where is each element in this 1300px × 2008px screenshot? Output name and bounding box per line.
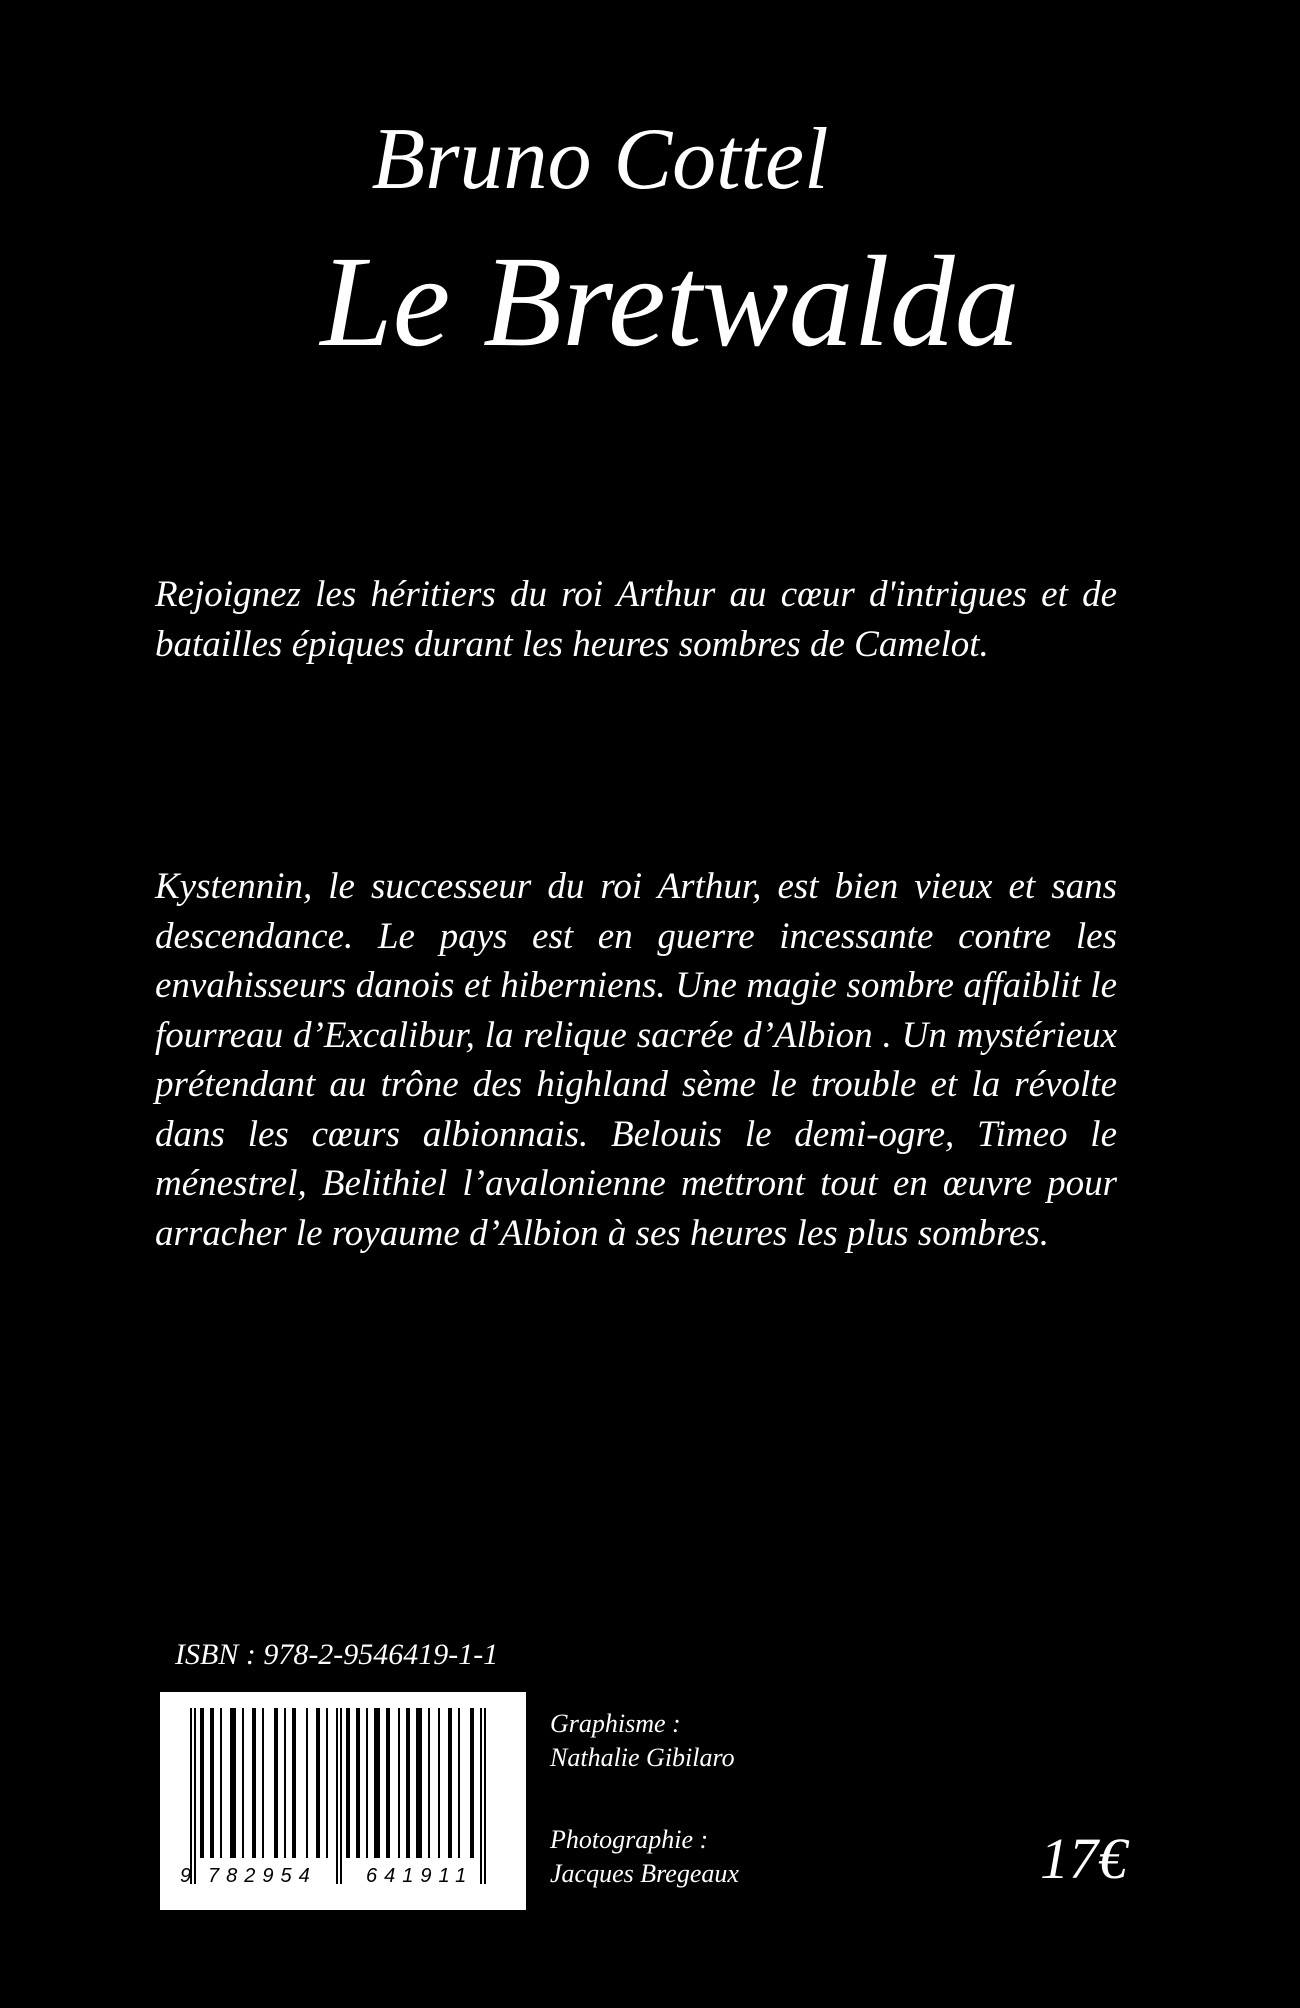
barcode-bar xyxy=(416,1708,422,1858)
book-title: Le Bretwalda xyxy=(320,230,1020,374)
barcode-bar xyxy=(356,1708,360,1858)
barcode-bar xyxy=(200,1708,204,1858)
credit-photo-name: Jacques Bregeaux xyxy=(550,1859,739,1888)
price: 17€ xyxy=(1040,1826,1127,1891)
barcode-guard-bar xyxy=(340,1708,342,1884)
barcode-bar xyxy=(406,1708,410,1858)
credit-graphisme xyxy=(550,1707,735,1775)
barcode-bar xyxy=(428,1708,430,1858)
barcode-lead-digit: 9 xyxy=(180,1865,192,1887)
barcode-guard-bar xyxy=(480,1708,482,1884)
barcode-bar xyxy=(274,1708,278,1858)
barcode-bar xyxy=(284,1708,286,1858)
barcode-bar xyxy=(448,1708,452,1858)
barcode-bar xyxy=(292,1708,296,1858)
barcode xyxy=(160,1692,526,1910)
barcode-bar xyxy=(242,1708,244,1858)
barcode-bar xyxy=(470,1708,474,1858)
barcode-bar xyxy=(252,1708,256,1858)
tagline-paragraph: Rejoignez les héritiers du roi Arthur au cœur d'intrigues et de batailles épiques durant les heures sombres de Camelot. xyxy=(155,574,1117,665)
barcode-bar xyxy=(366,1708,368,1858)
barcode-bar xyxy=(306,1708,308,1858)
barcode-bar xyxy=(316,1708,320,1858)
barcode-guard-bar xyxy=(336,1708,338,1884)
barcode-bar xyxy=(458,1708,460,1858)
barcode-bar xyxy=(386,1708,390,1858)
barcode-bar xyxy=(220,1708,222,1858)
barcode-left-digits: 782954 xyxy=(208,1865,317,1887)
barcode-bar xyxy=(326,1708,328,1858)
credit-photo xyxy=(550,1823,739,1891)
summary-paragraph: Kystennin, le successeur du roi Arthur, est bien vieux et sans descendance. Le pays est en guerre incessante contre les envahisseurs danois et hiberniens. Une magie sombre affaiblit le fourreau d’Excalibur, la relique sacrée d’Albion . Un mystérieux prétendant au trône des highland sème le trouble et la révolte dans les cœurs albionnais. Belouis le demi-ogre, Timeo le ménestrel, Belithiel l’avalonienne mettront tout en œuvre pour arracher le royaume d’Albion à ses heures les plus sombres. xyxy=(155,866,1117,1254)
barcode-bar xyxy=(374,1708,380,1858)
isbn-label: ISBN : 978-2-9546419-1-1 xyxy=(175,1638,499,1671)
barcode-right-digits: 641911 xyxy=(366,1865,474,1887)
barcode-bar xyxy=(230,1708,236,1858)
barcode-guard-bar xyxy=(194,1708,196,1884)
barcode-bar xyxy=(262,1708,264,1858)
barcode-guard-bar xyxy=(190,1708,192,1884)
barcode-graphic xyxy=(160,1692,526,1910)
credit-graphisme-label: Graphisme : xyxy=(550,1709,681,1738)
barcode-bar xyxy=(438,1708,440,1858)
credit-photo-label: Photographie : xyxy=(550,1825,709,1854)
credit-graphisme-name: Nathalie Gibilaro xyxy=(550,1743,735,1772)
barcode-bar xyxy=(210,1708,214,1858)
barcode-bar xyxy=(346,1708,350,1858)
barcode-guard-bar xyxy=(484,1708,486,1884)
author-name: Bruno Cottel xyxy=(371,111,829,208)
barcode-bar xyxy=(398,1708,400,1858)
